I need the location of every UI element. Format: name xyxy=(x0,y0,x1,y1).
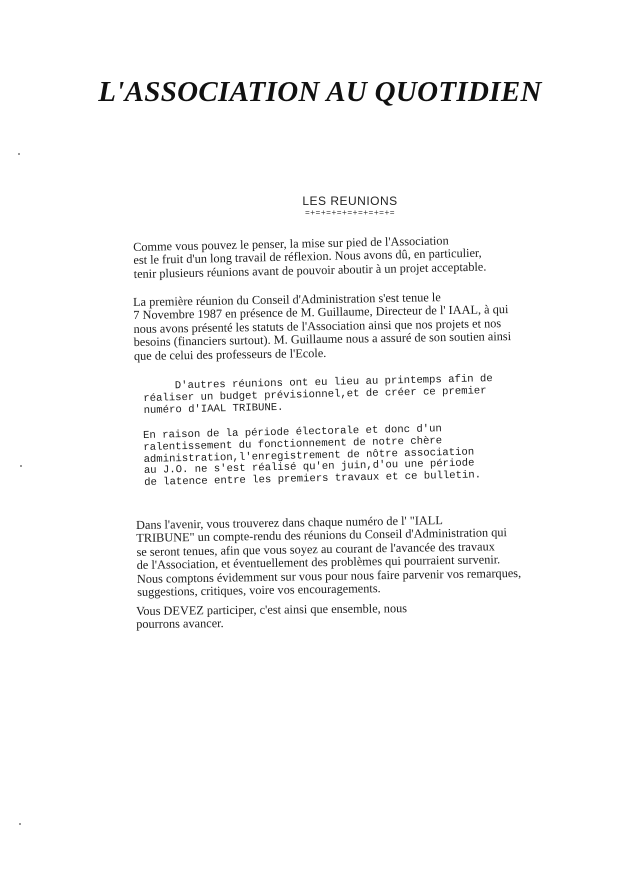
scan-speck xyxy=(18,153,20,155)
paragraph-call-to-action: Vous DEVEZ participer, c'est ainsi que ensemble, nous pourrons avancer. xyxy=(135,601,408,632)
paragraph-future-reports: Dans l'avenir, vous trouverez dans chaque numéro de l' "IALL TRIBUNE" un compte-rendu des réunions du Conseil d'Administration qui se seront tenues, afin que vous soyez au courant de l'avancée des travaux de l'Association, et éventuellement des problèmes qui pourraient survenir. Nous comptons évidemment sur vous pour nous faire parvenir vos remarques, suggestions, critiques, voire vos encouragements. xyxy=(135,513,522,600)
section-title: LES REUNIONS xyxy=(302,194,398,208)
paragraph-first-meeting: La première réunion du Conseil d'Administration s'est tenue le 7 Novembre 1987 en présence de M. Guillaume, Directeur de l' IAAL, à qui nous avons présenté les statuts de l'Association ainsi que nos projets et nos besoins (financiers surtout). M. Guillaume nous a assuré de son soutien ainsi que de celui des professeurs de l'Ecole. xyxy=(132,290,512,363)
scan-speck xyxy=(19,823,21,825)
paragraph-spring-meetings: D'autres réunions ont eu lieu au printemps afin de réaliser un budget prévisionnel,et de créer ce premier numéro d'IAAL TRIBUNE. xyxy=(142,373,493,417)
section-underline: =+=+=+=+=+=+=+=+= xyxy=(304,209,396,218)
scan-speck xyxy=(20,465,22,467)
paragraph-registration-delay: En raison de la période électorale et donc d'un ralentissement du fonctionnement de notre chère administration,l'enregistrement de nôtre association au J.O. ne s'est réalisé qu'en juin,d'ou une période de latence entre les premiers travaux et ce bulletin. xyxy=(142,423,482,490)
paragraph-intro: Comme vous pouvez le penser, la mise sur pied de l'Association est le fruit d'un long travail de réflexion. Nous avons dû, en particulier, tenir plusieurs réunions avant de pouvoir aboutir à un projet acceptable. xyxy=(132,233,487,281)
page-title: L'ASSOCIATION AU QUOTIDIEN xyxy=(98,76,542,108)
section-header xyxy=(280,194,420,218)
